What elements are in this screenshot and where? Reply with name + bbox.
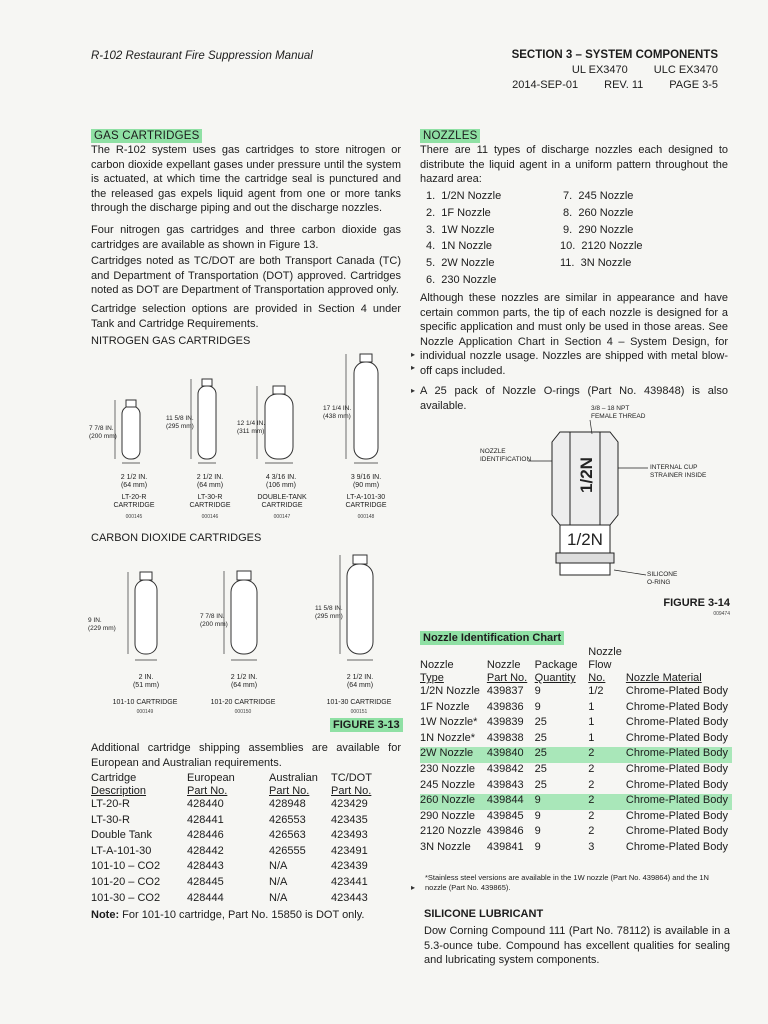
table-cell: 423439 bbox=[331, 860, 368, 873]
revision: REV. 11 bbox=[604, 79, 644, 91]
table-row bbox=[91, 860, 376, 876]
ulc-number: ULC EX3470 bbox=[653, 64, 718, 76]
table-cell: 439837 bbox=[486, 685, 524, 697]
table-row bbox=[420, 732, 732, 748]
table-cell: 230 Nozzle bbox=[420, 762, 476, 775]
header-cartridge-description: Cartridge Description bbox=[91, 772, 147, 797]
table-cell: 25 bbox=[534, 762, 547, 775]
table-cell: 2120 Nozzle bbox=[420, 825, 482, 838]
lt-a-101-30-height: 17 1/4 IN. (438 mm) bbox=[323, 405, 352, 420]
header-part-no: Nozzle Part No. bbox=[486, 659, 528, 684]
header-tc-dot: TC/DOT Part No. bbox=[331, 772, 372, 797]
co2-label: CARBON DIOXIDE CARTRIDGES bbox=[91, 532, 262, 544]
list-item: 9. 290 Nozzle bbox=[560, 223, 634, 236]
table-cell: 25 bbox=[534, 778, 547, 791]
table-cell: Chrome-Plated Body bbox=[626, 794, 732, 810]
list-item: 11. 3N Nozzle bbox=[560, 257, 632, 270]
nozzle-drawing bbox=[530, 420, 650, 600]
table-cell: 9 bbox=[534, 825, 541, 838]
table-row bbox=[420, 701, 732, 717]
lt-20-r-height: 7 7/8 IN. (200 mm) bbox=[89, 425, 117, 440]
101-20-code: 000150 bbox=[234, 709, 252, 715]
table-cell: 439838 bbox=[486, 731, 524, 744]
lt-a-101-30-name: LT-A-101-30 CARTRIDGE bbox=[345, 494, 387, 509]
table-cell: 426563 bbox=[269, 829, 306, 842]
table-cell: Chrome-Plated Body bbox=[625, 840, 728, 853]
table-cell: 423441 bbox=[331, 875, 368, 888]
lt-a-101-30-width: 3 9/16 IN. (90 mm) bbox=[350, 474, 382, 489]
co2-cartridge-drawing bbox=[85, 550, 405, 680]
cartridge-101-20 bbox=[231, 580, 257, 654]
header-material: Nozzle Material bbox=[625, 672, 702, 684]
nozzle-list-left bbox=[426, 188, 501, 289]
revision-marker: ▸ bbox=[411, 350, 416, 359]
nozzles-p3: A 25 pack of Nozzle O-rings (Part No. 439848) is also available. bbox=[420, 385, 728, 412]
table-cell: Chrome-Plated Body bbox=[625, 809, 728, 822]
table-cell: Chrome-Plated Body bbox=[625, 731, 728, 744]
gas-cartridges-p5: Additional cartridge shipping assemblies are available for European and Australian requirements. bbox=[91, 742, 401, 769]
table-cell: 101-10 – CO2 bbox=[91, 860, 161, 873]
table-cell: 2 bbox=[588, 794, 626, 810]
table-header-row bbox=[91, 772, 376, 798]
cartridge-double-tank bbox=[265, 394, 293, 459]
list-item: 10. 2120 Nozzle bbox=[560, 240, 643, 253]
header-european: European Part No. bbox=[187, 772, 235, 797]
table-cell: Chrome-Plated Body bbox=[625, 825, 728, 838]
table-cell: 1N Nozzle* bbox=[420, 731, 476, 744]
table-cell: 2W Nozzle bbox=[420, 747, 487, 763]
table-row bbox=[420, 841, 732, 857]
table-cell: 1 bbox=[588, 700, 595, 713]
double-tank-code: 000147 bbox=[273, 514, 291, 520]
table-cell: Chrome-Plated Body bbox=[625, 700, 728, 713]
table-cell: 439845 bbox=[486, 809, 524, 822]
table-cell: 439843 bbox=[486, 778, 524, 791]
table-cell: 1W Nozzle* bbox=[420, 716, 478, 729]
101-30-height: 11 5/8 IN. (295 mm) bbox=[315, 605, 343, 620]
table-cell: 439842 bbox=[486, 762, 524, 775]
table-cell: 9 bbox=[535, 794, 589, 810]
strainer-callout: INTERNAL CUP STRAINER INSIDE bbox=[650, 464, 707, 479]
date: 2014-SEP-01 bbox=[512, 79, 579, 91]
cartridge-lt-a-101-30 bbox=[354, 362, 378, 459]
list-item: 6. 230 Nozzle bbox=[426, 273, 497, 286]
table-cell: N/A bbox=[269, 891, 288, 904]
table-row bbox=[420, 810, 732, 826]
101-30-name: 101-30 CARTRIDGE bbox=[326, 699, 392, 706]
table-cell: N/A bbox=[269, 860, 288, 873]
section-title: SECTION 3 – SYSTEM COMPONENTS bbox=[511, 49, 718, 61]
cartridge-101-10 bbox=[135, 580, 157, 654]
table-cell: Chrome-Plated Body bbox=[625, 716, 728, 729]
table-cell: 2 bbox=[588, 778, 595, 791]
cartridge-lt-30-r bbox=[198, 386, 216, 459]
table-row bbox=[420, 685, 732, 701]
table-row bbox=[420, 779, 732, 795]
table-cell: 423429 bbox=[331, 798, 368, 810]
thread-callout: 3/8 – 18 NPT FEMALE THREAD bbox=[591, 405, 646, 420]
table-cell: 101-30 – CO2 bbox=[91, 891, 161, 904]
double-tank-height: 12 1/4 IN. (311 mm) bbox=[237, 420, 266, 435]
ul-number: UL EX3470 bbox=[571, 64, 628, 76]
table-cell: 25 bbox=[534, 716, 547, 729]
cartridge-lt-20-r bbox=[122, 406, 140, 459]
101-20-width: 2 1/2 IN. (64 mm) bbox=[230, 674, 258, 689]
table-cell: 428446 bbox=[187, 829, 224, 842]
nozzles-intro: There are 11 types of discharge nozzles each designed to distribute the liquid agent in a uniform pattern throughout the hazard area: bbox=[420, 144, 728, 185]
gas-cartridges-p4: Cartridge selection options are provided in Section 4 under Tank and Cartridge Requirements. bbox=[91, 303, 401, 330]
table-cell: 2 bbox=[588, 825, 595, 838]
header-flow-no: Nozzle Flow No. bbox=[588, 646, 622, 684]
nozzle-identification-table bbox=[420, 646, 732, 857]
101-10-width: 2 IN. (51 mm) bbox=[132, 674, 160, 689]
table-cell: 3 bbox=[588, 840, 595, 853]
101-10-height: 9 IN. (229 mm) bbox=[88, 617, 116, 632]
101-20-name: 101-20 CARTRIDGE bbox=[210, 699, 276, 706]
table-cell: 2 bbox=[588, 762, 595, 775]
table-cell: 290 Nozzle bbox=[420, 809, 476, 822]
header-nozzle-type: Nozzle Type bbox=[420, 659, 454, 684]
figure-3-14-code: 009474 bbox=[713, 611, 730, 617]
table-row bbox=[91, 798, 376, 814]
lt-20-r-width: 2 1/2 IN. (64 mm) bbox=[120, 474, 148, 489]
table-cell: 439846 bbox=[486, 825, 524, 838]
list-item: 2. 1F Nozzle bbox=[426, 206, 491, 219]
table-cell: LT-30-R bbox=[91, 813, 130, 826]
list-item: 8. 260 Nozzle bbox=[560, 206, 634, 219]
table-cell: 428440 bbox=[187, 798, 224, 810]
table-cell: 423435 bbox=[331, 813, 368, 826]
silicone-heading: SILICONE LUBRICANT bbox=[424, 908, 544, 920]
table-cell: 428948 bbox=[269, 798, 306, 810]
list-item: 3. 1W Nozzle bbox=[426, 223, 495, 236]
101-10-name: 101-10 CARTRIDGE bbox=[112, 699, 178, 706]
table-cell: N/A bbox=[269, 875, 288, 888]
list-item: 5. 2W Nozzle bbox=[426, 257, 495, 270]
approval-line bbox=[512, 63, 718, 78]
table-cell: 428445 bbox=[187, 875, 224, 888]
table-cell: 9 bbox=[534, 685, 541, 697]
cartridge-part-table bbox=[91, 772, 376, 907]
table-cell: 439844 bbox=[487, 794, 535, 810]
table-cell: 439836 bbox=[486, 700, 524, 713]
table-cell: 423443 bbox=[331, 891, 368, 904]
lt-a-101-30-code: 000148 bbox=[357, 514, 375, 520]
lt-30-r-height: 11 5/8 IN. (295 mm) bbox=[166, 415, 194, 430]
section-header bbox=[512, 48, 718, 93]
table-row bbox=[91, 876, 376, 892]
table-cell: 423493 bbox=[331, 829, 368, 842]
table-cell: LT-A-101-30 bbox=[91, 844, 152, 857]
table-cell: 428442 bbox=[187, 844, 224, 857]
table-cell: 2 bbox=[588, 809, 595, 822]
table-cell: 9 bbox=[534, 700, 541, 713]
revision-marker: ▸ bbox=[411, 386, 416, 395]
nozzle-list-right bbox=[560, 188, 643, 272]
gas-cartridges-p1: The R-102 system uses gas cartridges to store nitrogen or carbon dioxide expellant gases under pressure until the system is actuated, at which time the cartridge seal is punctured and the released gas expels liquid agent from one or more tanks through the discharge piping and out the discharge nozzles. bbox=[91, 144, 401, 214]
header-quantity: Package Quantity bbox=[534, 659, 578, 684]
header-australian: Australian Part No. bbox=[269, 772, 318, 797]
figure-3-13-label: FIGURE 3-13 bbox=[330, 719, 403, 731]
revision-line bbox=[512, 78, 718, 93]
table-cell: 101-20 – CO2 bbox=[91, 875, 161, 888]
table-cell: 25 bbox=[535, 747, 589, 763]
nitrogen-label: NITROGEN GAS CARTRIDGES bbox=[91, 335, 251, 347]
nozzle-table-header-row bbox=[420, 646, 732, 685]
page-number: PAGE 3-5 bbox=[669, 79, 718, 91]
lt-30-r-width: 2 1/2 IN. (64 mm) bbox=[196, 474, 224, 489]
101-10-code: 000149 bbox=[136, 709, 154, 715]
table-cell: 1/2N Nozzle bbox=[420, 685, 480, 697]
lt-20-r-code: 000145 bbox=[125, 514, 143, 520]
table-cell: 25 bbox=[534, 731, 547, 744]
nozzles-heading: NOZZLES bbox=[420, 126, 728, 144]
gas-cartridges-p2: Four nitrogen gas cartridges and three carbon dioxide gas cartridges are available as shown in Figure 13. bbox=[91, 224, 401, 251]
double-tank-width: 4 3/16 IN. (106 mm) bbox=[265, 474, 297, 489]
table-cell: 9 bbox=[534, 809, 541, 822]
revision-marker: ▸ bbox=[411, 883, 416, 892]
nozzles-p2: Although these nozzles are similar in appearance and have certain common parts, the tip of each nozzle is designed for a specific application and must only be used in those areas. See Nozzle Application Chart in Section 4 – System Design, for individual nozzle usage. Nozzles are shipped with metal blow-off caps included. bbox=[420, 292, 728, 377]
nozzle-chart-title: Nozzle Identification Chart bbox=[420, 632, 564, 644]
list-item: 4. 1N Nozzle bbox=[426, 240, 493, 253]
nozzle-footnote: *Stainless steel versions are available in the 1W nozzle (Part No. 439864) and the 1N nozzle (Part No. 439865). bbox=[425, 873, 709, 892]
table-cell: 439839 bbox=[486, 716, 524, 729]
gas-cartridges-p3: Cartridges noted as TC/DOT are both Transport Canada (TC) and Department of Transportation (DOT) approved. Cartridges noted as DOT are Department of Transportation approved only. bbox=[91, 255, 401, 296]
table-cell: 1 bbox=[588, 731, 595, 744]
identification-callout: NOZZLE IDENTIFICATION bbox=[480, 448, 532, 463]
table-cell: 245 Nozzle bbox=[420, 778, 476, 791]
revision-marker: ▸ bbox=[411, 363, 416, 372]
table-row bbox=[420, 763, 732, 779]
table-cell: Chrome-Plated Body bbox=[625, 762, 728, 775]
manual-title: R-102 Restaurant Fire Suppression Manual bbox=[91, 50, 313, 62]
lt-30-r-code: 000146 bbox=[201, 514, 219, 520]
table-cell: 428441 bbox=[187, 813, 224, 826]
list-item: 1. 1/2N Nozzle bbox=[426, 190, 502, 202]
table-cell: Double Tank bbox=[91, 829, 152, 842]
table-row bbox=[91, 829, 376, 845]
table-cell: 1/2 bbox=[588, 685, 604, 697]
table-row bbox=[420, 716, 732, 732]
nozzle-mark-horizontal: 1/2N bbox=[567, 530, 603, 549]
table-cell: 3N Nozzle bbox=[420, 840, 471, 853]
gas-cartridges-heading: GAS CARTRIDGES bbox=[91, 126, 401, 144]
lt-20-r-name: LT-20-R CARTRIDGE bbox=[113, 494, 155, 509]
table-row bbox=[91, 814, 376, 830]
table-row bbox=[420, 794, 732, 810]
table-cell: 423491 bbox=[331, 844, 368, 857]
table-cell: LT-20-R bbox=[91, 798, 130, 810]
table-cell: 260 Nozzle bbox=[420, 794, 487, 810]
table-cell: Chrome-Plated Body bbox=[625, 778, 728, 791]
101-30-code: 000151 bbox=[350, 709, 368, 715]
table-cell: 9 bbox=[534, 840, 541, 853]
table-cell: 1 bbox=[588, 716, 595, 729]
oring-callout: SILICONE O-RING bbox=[647, 571, 678, 586]
table-cell: 426555 bbox=[269, 844, 306, 857]
table-cell: 2 bbox=[588, 747, 626, 763]
list-item: 7. 245 Nozzle bbox=[560, 190, 634, 202]
figure-3-14-label: FIGURE 3-14 bbox=[663, 597, 730, 609]
cartridge-101-30 bbox=[347, 564, 373, 654]
table-cell: Chrome-Plated Body bbox=[626, 747, 732, 763]
101-30-width: 2 1/2 IN. (64 mm) bbox=[346, 674, 374, 689]
table-row bbox=[91, 892, 376, 908]
101-20-height: 7 7/8 IN. (200 mm) bbox=[200, 613, 228, 628]
double-tank-name: DOUBLE-TANK CARTRIDGE bbox=[257, 494, 307, 509]
table-cell: 428444 bbox=[187, 891, 224, 904]
table-cell: 428443 bbox=[187, 860, 224, 873]
table-cell: Chrome-Plated Body bbox=[625, 685, 728, 697]
table-cell: 1F Nozzle bbox=[420, 700, 470, 713]
table-cell: 426553 bbox=[269, 813, 306, 826]
silicone-text: Dow Corning Compound 111 (Part No. 78112) is available in a 5.3-ounce tube. Compound has excellent qualities for sealing and lubricating system components. bbox=[424, 925, 730, 966]
table-row bbox=[91, 845, 376, 861]
table-row bbox=[420, 825, 732, 841]
lt-30-r-name: LT-30-R CARTRIDGE bbox=[189, 494, 231, 509]
nozzle-mark-vertical: 1/2N bbox=[577, 457, 596, 493]
cartridge-note: Note: For 101-10 cartridge, Part No. 15850 is DOT only. bbox=[91, 909, 365, 921]
table-row bbox=[420, 747, 732, 763]
table-cell: 439841 bbox=[486, 840, 524, 853]
table-cell: 439840 bbox=[487, 747, 535, 763]
